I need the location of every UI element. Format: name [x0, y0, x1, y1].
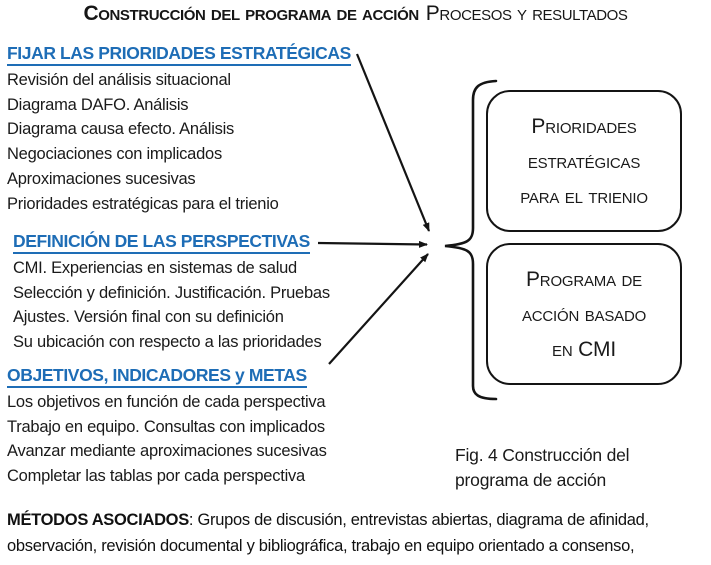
figure-caption [455, 443, 629, 493]
section-line: Los objetivos en función de cada perspectiva [7, 393, 326, 411]
section-line: Trabajo en equipo. Consultas con implicados [7, 417, 325, 436]
section-line: Ajustes. Versión final con su definición [13, 308, 284, 327]
section-fijar-prioridades [7, 43, 351, 216]
arrow-priorities-to-brace [357, 54, 429, 231]
methods-line-2: observación, revisión documental y bibliográfica, trabajo en equipo orientado a consenso, [7, 537, 635, 555]
section-line: Completar las tablas por cada perspectiva [7, 467, 305, 486]
figure-title [0, 2, 711, 26]
section-objetivos-indicadores [7, 365, 327, 489]
result-box-line: en CMI [552, 337, 616, 361]
methods-line-1-rest: : Grupos de discusión, entrevistas abiertas, diagrama de afinidad, [188, 511, 649, 529]
figure-caption-line: programa de acción [455, 470, 607, 490]
section-line: Diagrama causa efecto. Análisis [7, 120, 235, 139]
section-line: Selección y definición. Justificación. Pruebas [13, 283, 330, 302]
section-line: Negociaciones con implicados [7, 145, 222, 164]
figure-title-main: Construcción del programa de acción [83, 2, 419, 25]
result-box-programa [486, 243, 682, 385]
result-box-line: acción basado [521, 302, 647, 326]
result-box-line: Prioridades [531, 114, 637, 138]
section-line: Diagrama DAFO. Análisis [7, 95, 189, 114]
section-heading: OBJETIVOS, INDICADORES y METAS [7, 365, 307, 388]
arrow-perspectivas-to-brace [318, 243, 427, 245]
methods-line-1 [7, 507, 711, 533]
methods-label: MÉTODOS ASOCIADOS [7, 511, 189, 529]
section-line: Su ubicación con respecto a las prioridades [13, 333, 322, 352]
result-box-line: estratégicas [527, 149, 641, 173]
section-line: Prioridades estratégicas para el trienio [7, 194, 279, 213]
section-line: CMI. Experiencias en sistemas de salud [13, 259, 297, 277]
figure-caption-line: Fig. 4 Construcción del [455, 445, 630, 465]
section-line: Aproximaciones sucesivas [7, 169, 196, 188]
result-box-line: Programa de [526, 267, 642, 291]
section-definicion-perspectivas [13, 231, 330, 355]
result-box-line: para el trienio [520, 184, 648, 208]
section-heading: DEFINICIÓN DE LAS PERSPECTIVAS [13, 231, 310, 254]
methods-paragraph [7, 507, 711, 559]
figure-title-suffix: Procesos y resultados [425, 2, 628, 25]
section-line: Revisión del análisis situacional [7, 71, 231, 89]
section-line: Avanzar mediante aproximaciones sucesivas [7, 442, 327, 461]
arrow-objetivos-to-brace [329, 254, 428, 364]
section-heading: FIJAR LAS PRIORIDADES ESTRATÉGICAS [7, 43, 351, 66]
result-box-prioridades [486, 90, 682, 232]
